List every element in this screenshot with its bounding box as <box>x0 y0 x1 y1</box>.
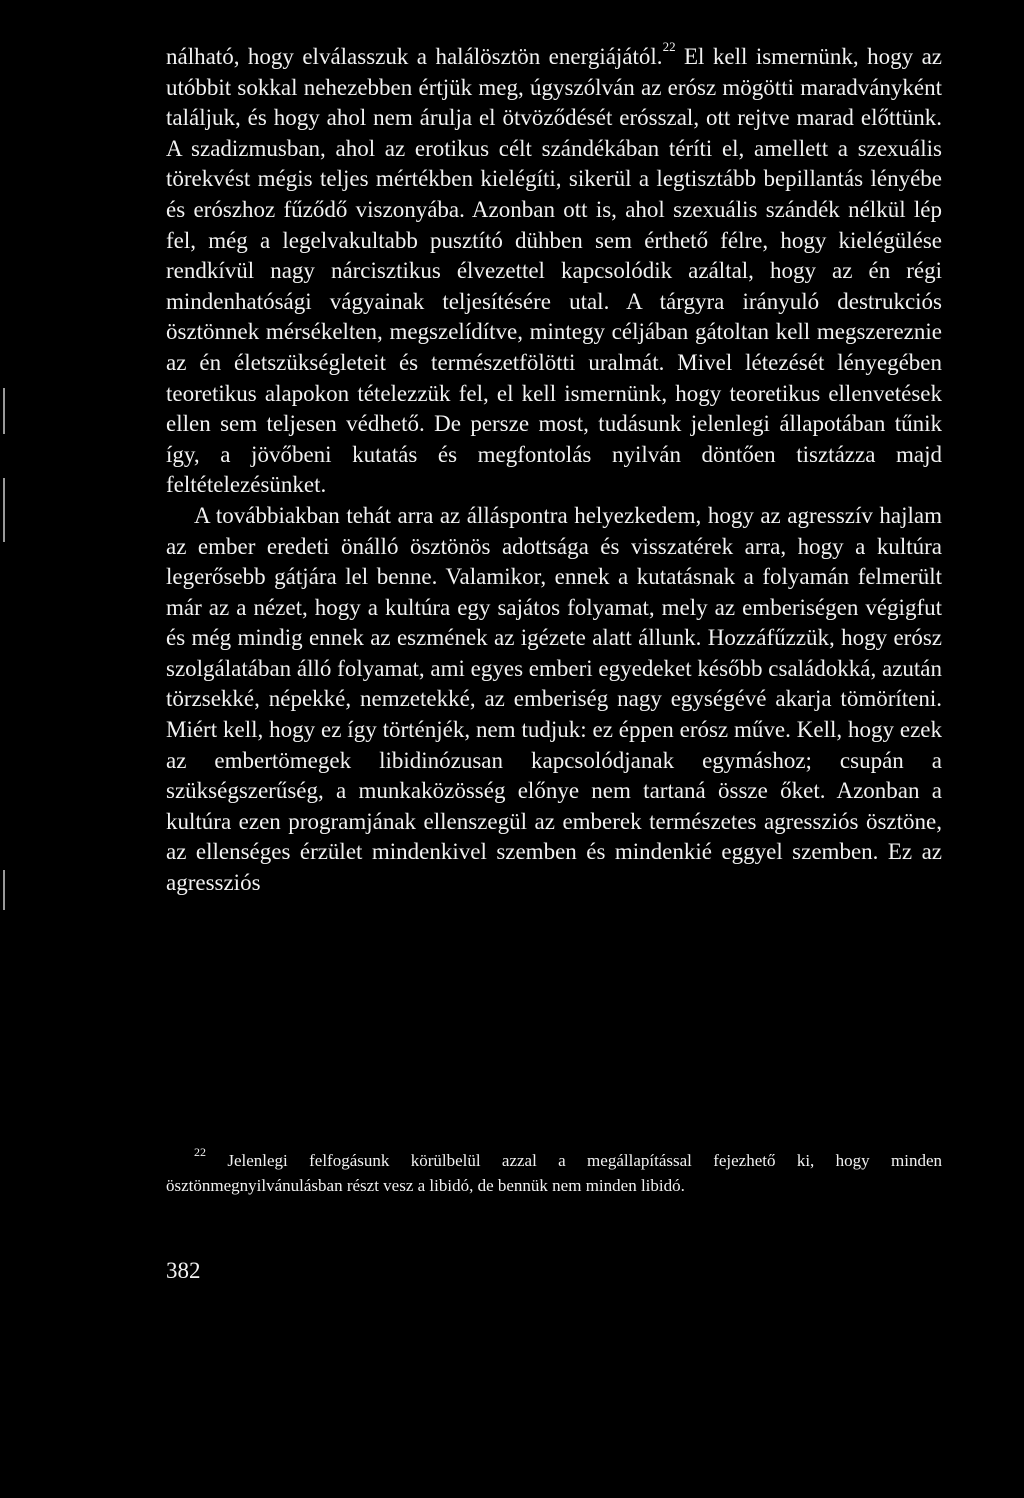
body-text <box>166 39 942 899</box>
footnote <box>166 1145 942 1198</box>
paragraph-1-start: nálható, hogy elválasszuk a halálösztön energiájától. <box>166 44 663 69</box>
footnote-text: Jelenlegi felfogásunk körülbelül azzal a megállapítással fejezhető ki, hogy minden ösztönmegnyilvánulásban részt vesz a libidó, de bennük nem minden libidó. <box>166 1151 942 1195</box>
footnote-paragraph <box>166 1145 942 1198</box>
scan-edge-mark <box>3 478 5 542</box>
page-number: 382 <box>166 1258 201 1283</box>
paragraph-1-rest: El kell ismernünk, hogy az utóbbit sokkal nehezebben értjük meg, úgyszólván az erósz mögötti maradványként találjuk, és hogy ahol nem árulja el ötvöződését erósszal, ott rejtve marad előttünk. A szadizmusban, ahol az erotikus célt szándékában téríti el, amellett a szexuális törekvést mégis teljes mértékben kielégíti, sikerül a legtisztább bepillantás lényébe és erószhoz fűződő viszonyába. Azonban ott is, ahol szexuális szándék nélkül lép fel, még a legelvakultabb pusztító dühben sem érthető félre, hogy kielégülése rendkívül nagy nárcisztikus élvezettel kapcsolódik azáltal, hogy az én régi mindenhatósági vágyainak teljesítésére utal. A tárgyra irányuló destrukciós ösztönnek mérsékelten, megszelídítve, mintegy céljában gátoltan kell megszereznie az én életszükségleteit és természetfölötti uralmát. Mivel létezését lényegében teoretikus alapokon tételezzük fel, el kell ismernünk, hogy teoretikus ellenvetések ellen sem teljesen védhető. De persze most, tudásunk jelenlegi állapotában tűnik így, a jövőbeni kutatás és megfontolás nyilván döntően tisztázza majd feltételezésünket. <box>166 44 942 498</box>
scan-edge-mark <box>3 388 5 434</box>
paragraph-2: A továbbiakban tehát arra az álláspontra helyezkedem, hogy az agresszív hajlam az ember eredeti önálló ösztönös adottsága és visszatérek arra, hogy a kultúra legerősebb gátjára lel benne. Valamikor, ennek a kutatásnak a folyamán felmerült már az a nézet, hogy a kultúra egy sajátos folyamat, mely az emberiségen végigfut és még mindig ennek az eszmének az igézete alatt állunk. Hozzáfűzzük, hogy erósz szolgálatában álló folyamat, ami egyes emberi egyedeket később családokká, azután törzsekké, népekké, nemzetekké, az emberiség nagy egységévé akarja tömöríteni. Miért kell, hogy ez így történjék, nem tudjuk: ez éppen erósz műve. Kell, hogy ezek az embertömegek libidinózusan kapcsolódjanak egymáshoz; csupán a szükségszerűség, a munkaközösség előnye nem tartaná össze őket. Azonban a kultúra ezen programjának ellenszegül az emberek természetes agressziós ösztöne, az ellenséges érzület mindenkivel szemben és mindenkié eggyel szemben. Ez az agressziós <box>166 502 942 896</box>
paragraph-1 <box>166 39 942 501</box>
footnote-reference: 22 <box>662 39 676 54</box>
scan-edge-mark <box>3 870 5 910</box>
footnote-number: 22 <box>194 1145 206 1159</box>
